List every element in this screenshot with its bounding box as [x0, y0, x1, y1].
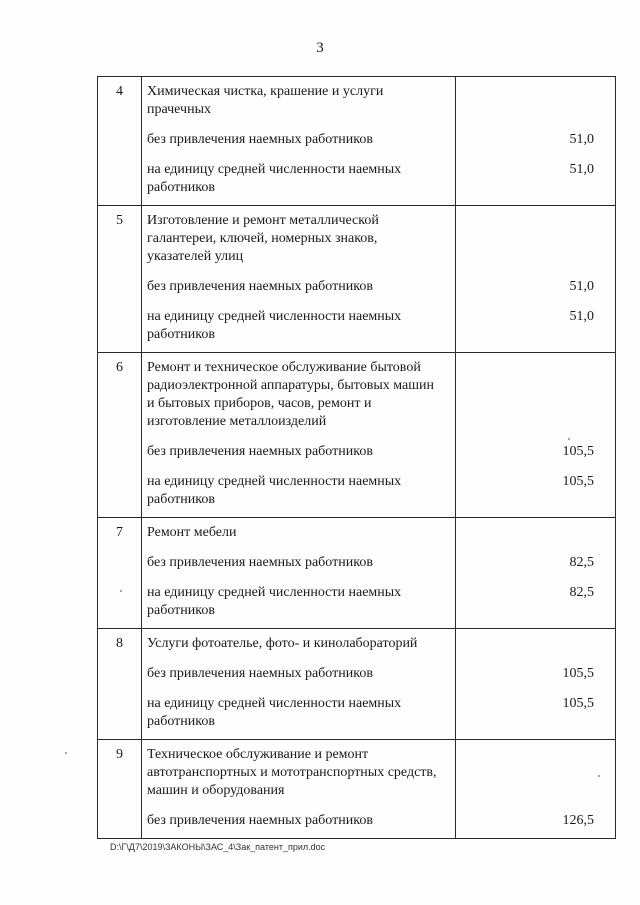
amount-value: 126,5: [562, 813, 594, 828]
condition-label: работников: [147, 180, 215, 195]
amount-value: 105,5: [562, 696, 594, 711]
service-title-line: галантереи, ключей, номерных знаков,: [147, 231, 378, 246]
service-title-line: машин и оборудования: [147, 783, 285, 798]
service-description: [142, 518, 456, 629]
amount-cell: [456, 629, 616, 740]
service-description: [142, 206, 456, 353]
amount-value: 51,0: [569, 132, 594, 147]
condition-label: на единицу средней численности наемных: [147, 162, 402, 177]
condition-label: на единицу средней численности наемных: [147, 474, 402, 489]
condition-label: без привлечения наемных работников: [147, 813, 373, 828]
row-number: 5: [98, 206, 142, 353]
service-title-line: радиоэлектронной аппаратуры, бытовых машин: [147, 378, 434, 393]
amount-value: 51,0: [569, 279, 594, 294]
page-number: 3: [316, 40, 324, 56]
condition-label: работников: [147, 492, 215, 507]
service-description: [142, 629, 456, 740]
amount-value: 105,5: [562, 444, 594, 459]
amount-cell: [456, 740, 616, 839]
scan-speck: [120, 590, 122, 592]
tariff-table: [97, 76, 616, 839]
condition-label: без привлечения наемных работников: [147, 555, 373, 570]
amount-value: 105,5: [562, 474, 594, 489]
scan-speck: [65, 752, 67, 754]
row-number: 7: [98, 518, 142, 629]
service-title-line: прачечных: [147, 102, 211, 117]
amount-value: 105,5: [562, 666, 594, 681]
file-path-footer: D:\Г\Д7\2019\ЗАКОНЫ\ЗАС_4\Зак_патент_прил.doc: [110, 842, 326, 852]
service-title-line: Химическая чистка, крашение и услуги: [147, 84, 384, 99]
amount-value: 51,0: [569, 309, 594, 324]
service-title-line: указателей улиц: [147, 249, 244, 264]
condition-label: без привлечения наемных работников: [147, 132, 373, 147]
condition-label: на единицу средней численности наемных: [147, 696, 402, 711]
condition-label: на единицу средней численности наемных: [147, 309, 402, 324]
amount-value: 82,5: [569, 585, 594, 600]
amount-cell: [456, 518, 616, 629]
service-title-line: и бытовых приборов, часов, ремонт и: [147, 396, 372, 411]
row-number: 8: [98, 629, 142, 740]
table-row: [98, 629, 616, 740]
table-row: [98, 740, 616, 839]
service-title-line: изготовление металлоизделий: [147, 414, 327, 429]
service-title-line: Услуги фотоателье, фото- и кинолабораторий: [147, 636, 418, 651]
table-row: [98, 518, 616, 629]
service-description: [142, 740, 456, 839]
row-number: 4: [98, 77, 142, 206]
amount-cell: [456, 77, 616, 206]
row-number: 6: [98, 353, 142, 518]
service-title-line: Ремонт мебели: [147, 525, 237, 540]
scan-speck: [598, 775, 600, 777]
condition-label: работников: [147, 603, 215, 618]
scan-speck: [568, 438, 570, 440]
service-title-line: Изготовление и ремонт металлической: [147, 213, 379, 228]
condition-label: работников: [147, 714, 215, 729]
condition-label: без привлечения наемных работников: [147, 666, 373, 681]
condition-label: работников: [147, 327, 215, 342]
condition-label: на единицу средней численности наемных: [147, 585, 402, 600]
amount-cell: [456, 353, 616, 518]
service-title-line: автотранспортных и мототранспортных средств,: [147, 765, 437, 780]
table-row: [98, 353, 616, 518]
condition-label: без привлечения наемных работников: [147, 279, 373, 294]
table-row: [98, 206, 616, 353]
amount-value: 82,5: [569, 555, 594, 570]
amount-value: 51,0: [569, 162, 594, 177]
row-number: 9: [98, 740, 142, 839]
service-description: [142, 77, 456, 206]
condition-label: без привлечения наемных работников: [147, 444, 373, 459]
service-title-line: Ремонт и техническое обслуживание бытовой: [147, 360, 421, 375]
service-title-line: Техническое обслуживание и ремонт: [147, 747, 369, 762]
service-description: [142, 353, 456, 518]
amount-cell: [456, 206, 616, 353]
table-row: [98, 77, 616, 206]
